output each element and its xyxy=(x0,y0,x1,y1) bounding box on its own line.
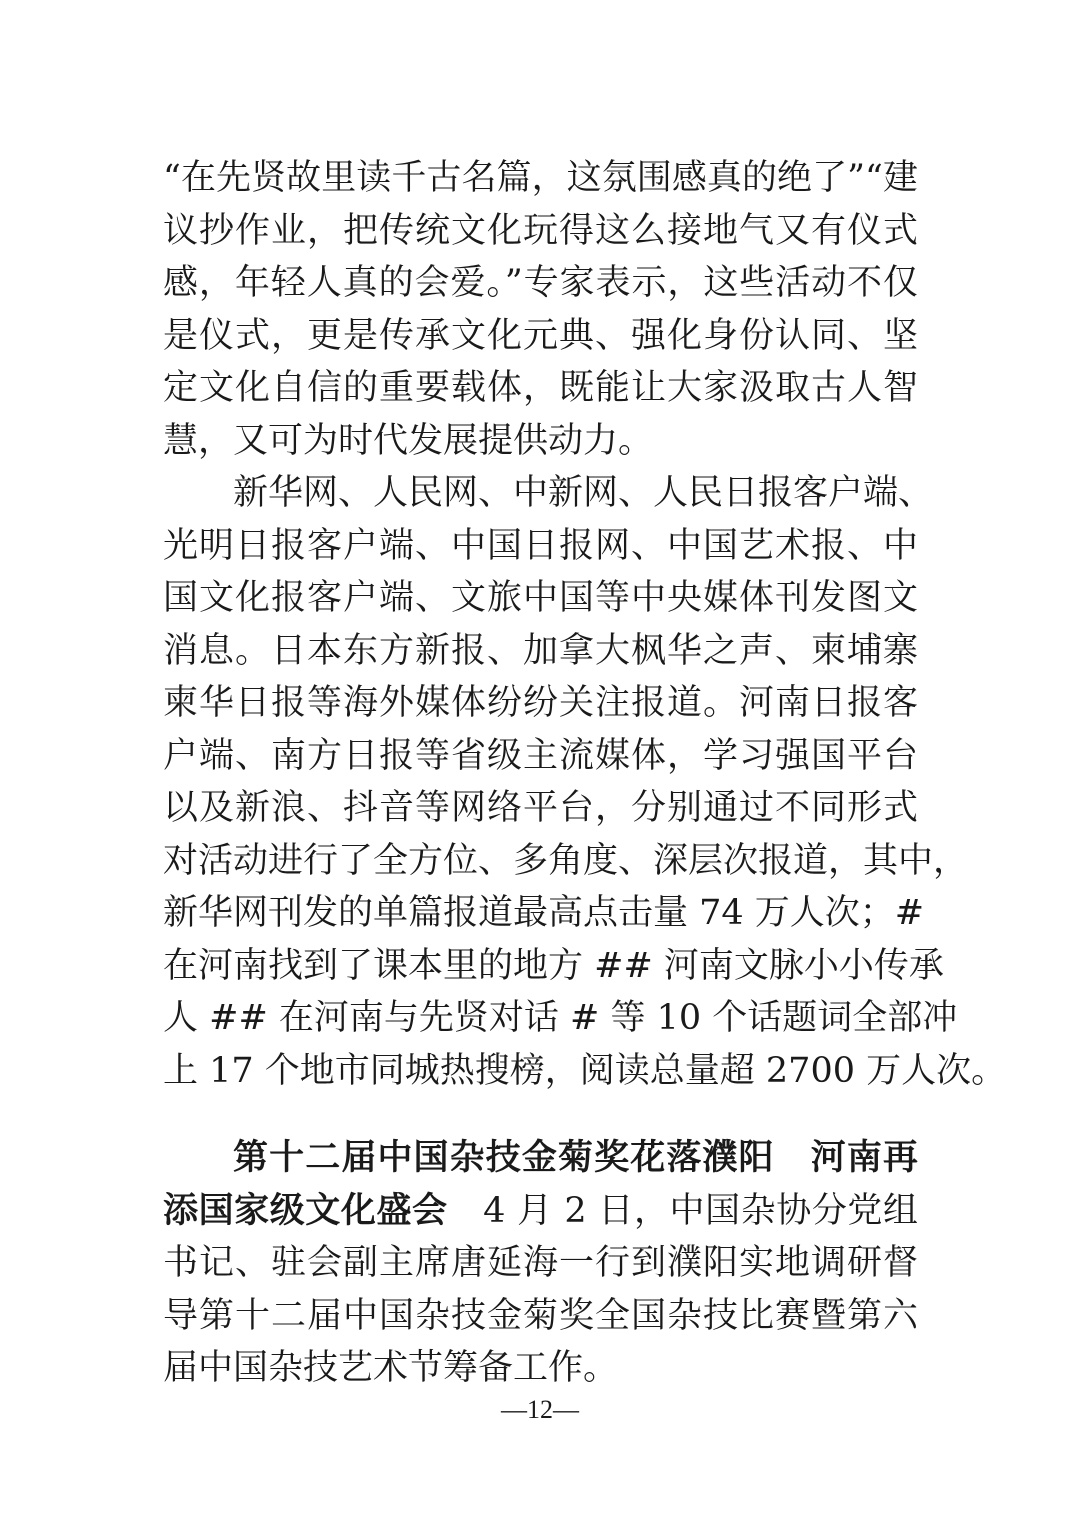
paragraph-gap xyxy=(163,1097,918,1132)
text-line: 新华网、人民网、中新网、人民日报客户端、 xyxy=(233,473,934,513)
paragraph-acrobatics-award xyxy=(163,1132,918,1395)
text-line xyxy=(163,1185,918,1238)
paragraph-media-coverage xyxy=(163,467,1007,1097)
paragraph-expert-comments xyxy=(163,152,918,467)
text-line: 对活动进行了全方位、多角度、深层次报道，其中， xyxy=(163,840,969,881)
text-line: 人 ## 在河南与先贤对话 # 等 10 个话题词全部冲 xyxy=(163,998,958,1038)
text-line: 导第十二届中国杂技金菊奖全国杂技比赛暨第六 xyxy=(163,1295,918,1336)
text-line: 感，年轻人真的会爱。”专家表示，这些活动不仅 xyxy=(163,263,918,303)
text-line: 户端、南方日报等省级主流媒体，学习强国平台 xyxy=(163,735,918,776)
text-span: 4 月 2 日，中国杂协分党组 xyxy=(447,1190,918,1231)
text-line: 议抄作业，把传统文化玩得这么接地气又有仪式 xyxy=(163,210,918,251)
section-heading-continued: 添国家级文化盛会 xyxy=(163,1190,448,1231)
text-line: 书记、驻会副主席唐延海一行到濮阳实地调研督 xyxy=(163,1243,918,1283)
text-line: 届中国杂技艺术节筹备工作。 xyxy=(163,1348,619,1388)
page-number: —12— xyxy=(501,1395,579,1424)
section-heading: 第十二届中国杂技金菊奖花落濮阳 河南再 xyxy=(233,1138,918,1178)
text-line: 以及新浪、抖音等网络平台，分别通过不同形式 xyxy=(163,788,918,828)
text-line: 柬华日报等海外媒体纷纷关注报道。河南日报客 xyxy=(163,683,918,723)
text-line: 上 17 个地市同城热搜榜，阅读总量超 2700 万人次。 xyxy=(163,1050,1007,1091)
text-line: 光明日报客户端、中国日报网、中国艺术报、中 xyxy=(163,525,918,566)
text-line: 是仪式，更是传承文化元典、强化身份认同、坚 xyxy=(163,315,918,356)
text-line: 慧，又可为时代发展提供动力。 xyxy=(163,420,654,461)
text-line: “在先贤故里读千古名篇，这氛围感真的绝了”“建 xyxy=(163,158,918,198)
document-page xyxy=(163,152,1007,1395)
text-line: 国文化报客户端、文旅中国等中央媒体刊发图文 xyxy=(163,578,918,618)
text-line: 定文化自信的重要载体，既能让大家汲取古人智 xyxy=(163,368,918,408)
text-line: 消息。日本东方新报、加拿大枫华之声、柬埔寨 xyxy=(163,630,918,671)
text-line: 新华网刊发的单篇报道最高点击量 74 万人次；# xyxy=(163,893,925,933)
text-line: 在河南找到了课本里的地方 ## 河南文脉小小传承 xyxy=(163,945,944,986)
